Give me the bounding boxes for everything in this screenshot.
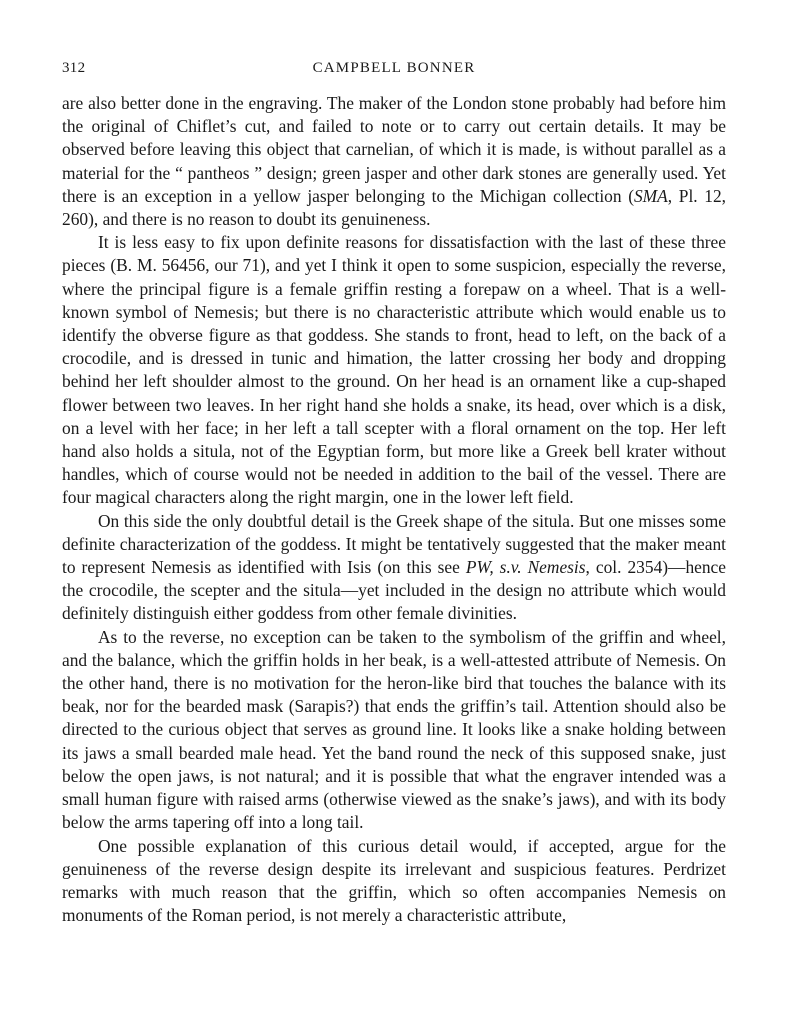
paragraph bbox=[62, 510, 726, 626]
paragraph bbox=[62, 92, 726, 231]
paragraph bbox=[62, 835, 726, 928]
text-run: , Pl. 12, 260), and there is no reason to doubt its genuineness. bbox=[62, 185, 726, 230]
text-run: One possible explanation of this curious detail would, if accepted, argue for the genuineness of the reverse design despite its irrelevant and suspicious features. Perdrizet remarks with much reason that the griffin, which so often accompanies Nemesis on monuments of the Roman period, is not merely a characteristic attribute, bbox=[62, 835, 726, 926]
body-text bbox=[62, 92, 726, 927]
page-number: 312 bbox=[62, 60, 86, 76]
text-run: are also better done in the engraving. The maker of the London stone probably had before him the original of Chiflet’s cut, and failed to note or to carry out certain details. It may be observed before leaving this object that carnelian, of which it is made, is without parallel as a material for the “ pantheos ” design; green jasper and other dark stones are generally used. Yet there is an exception in a yellow jasper belonging to the Michigan collection ( bbox=[62, 93, 726, 206]
paragraph bbox=[62, 626, 726, 835]
text-run: It is less easy to fix upon definite reasons for dissatisfaction with the last of these three pieces (B. M. 56456, our 71), and yet I think it open to some suspicion, especially the reverse, where the principal figure is a female griffin resting a forepaw on a wheel. That is a well-known symbol of Nemesis; but there is no characteristic attribute which would enable us to identify the obverse figure as that goddess. She stands to front, head to left, on the back of a crocodile, and is dressed in tunic and himation, the latter crossing her body and dropping behind her left shoulder almost to the ground. On her head is an ornament like a cup-shaped flower between two leaves. In her right hand she holds a snake, its head, over which is a disk, on a level with her face; in her left a tall scepter with a floral ornament on the top. Her left hand also holds a situla, not of the Egyptian form, but more like a Greek bell krater without handles, which of course would not be needed in addition to the bail of the vessel. There are four magical characters along the right margin, one in the lower left field. bbox=[62, 232, 726, 508]
italic-text: SMA bbox=[633, 185, 668, 206]
paragraph bbox=[62, 231, 726, 509]
text-run: , col. 2354)—hence the crocodile, the scepter and the situla—yet included in the design no attribute which would definitely distinguish either goddess from other female divinities. bbox=[62, 557, 726, 624]
running-head bbox=[62, 60, 726, 82]
text-run: As to the reverse, no exception can be taken to the symbolism of the griffin and wheel, and the balance, which the griffin holds in her beak, is a well-attested attribute of Nemesis. On the other hand, there is no motivation for the heron-like bird that touches the balance with its beak, nor for the bearded mask (Sarapis?) that ends the griffin’s tail. Attention should also be directed to the curious object that serves as ground line. It looks like a snake holding between its jaws a small bearded male head. Yet the band round the neck of this supposed snake, just below the open jaws, is not natural; and it is possible that what the engraver intended was a small human figure with raised arms (otherwise viewed as the snake’s jaws), and with its body below the arms tapering off into a long tail. bbox=[62, 626, 726, 833]
italic-text: PW, s.v. Nemesis bbox=[465, 557, 586, 578]
text-run: On this side the only doubtful detail is the Greek shape of the situla. But one misses some definite characterization of the goddess. It might be tentatively suggested that the maker meant to represent Nemesis as identified with Isis (on this see bbox=[62, 510, 726, 578]
running-title: CAMPBELL BONNER bbox=[312, 60, 476, 76]
